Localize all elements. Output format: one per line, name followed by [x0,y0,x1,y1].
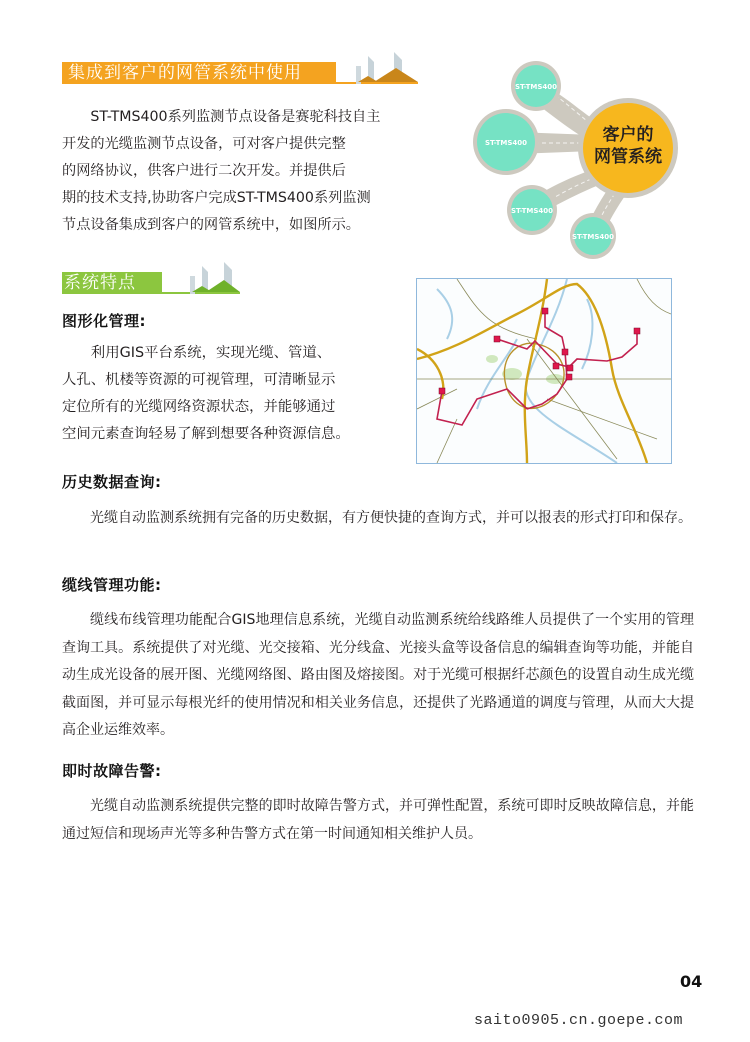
paragraph-line: 的网络协议，供客户进行二次开发。并提供后 [62,163,346,179]
feature-heading: 图形化管理: [62,312,146,330]
integration-paragraph [62,104,392,239]
watermark-url: saito0905.cn.goepe.com [474,1012,684,1029]
section-title: 系统特点 [64,273,136,293]
gis-map-image [416,278,672,464]
paragraph-line: 定位所有的光缆网络资源状态，并能够通过 [62,399,336,415]
section-header-integration [62,52,418,82]
node-label: ST-TMS400 [510,207,554,215]
center-label-line1: 客户的 [602,125,654,145]
center-label-line2: 网管系统 [594,147,662,167]
paragraph-line: 空间元素查询轻易了解到想要各种资源信息。 [62,426,350,442]
node-label: ST-TMS400 [571,233,615,241]
section-header-features [62,262,240,292]
feature-heading: 历史数据查询: [62,473,162,491]
feature-paragraph: 缆线布线管理功能配合GIS地理信息系统，光缆自动监测系统给线路维人员提供了一个实用的管理查询工具。系统提供了对光缆、光交接箱、光分线盒、光接头盒等设备信息的编辑查询等功能，并能自动生成光设备的展开图、光缆网络图、路由图及熔接图。对于光缆可根据纤芯颜色的设置自动生成光缆截面图，并可显示每根光纤的使用情况和相关业务信息，还提供了光路通道的调度与管理，从而大大提高企业运维效率。 [62,612,694,738]
feature-paragraph: 光缆自动监测系统拥有完备的历史数据，有方便快捷的查询方式，并可以报表的形式打印和保存。 [90,510,692,526]
network-diagram [460,50,700,260]
feature-paragraph [62,340,402,448]
paragraph-line: 人孔、机楼等资源的可视管理，可清晰显示 [62,372,336,388]
header-decoration-icon [162,262,240,296]
feature-heading: 即时故障告警: [62,762,162,780]
header-decoration-icon [338,52,418,86]
paragraph-line: 节点设备集成到客户的网管系统中，如图所示。 [62,217,360,233]
page-number: 04 [680,972,703,991]
node-label: ST-TMS400 [514,83,558,91]
section-title: 集成到客户的网管系统中使用 [68,63,302,83]
feature-heading: 缆线管理功能: [62,576,162,594]
network-diagram-graphic [460,50,700,260]
gis-map-graphic [417,279,671,463]
paragraph-line: ST-TMS400系列监测节点设备是赛驼科技自主 [90,109,381,125]
paragraph-line: 期的技术支持,协助客户完成ST-TMS400系列监测 [62,190,371,206]
paragraph-line: 开发的光缆监测节点设备，可对客户提供完整 [62,136,346,152]
paragraph-line: 利用GIS平台系统，实现光缆、管道、 [90,345,332,361]
feature-paragraph: 光缆自动监测系统提供完整的即时故障告警方式，并可弹性配置，系统可即时反映故障信息，并能通过短信和现场声光等多种告警方式在第一时间通知相关维护人员。 [62,798,694,842]
node-label: ST-TMS400 [484,139,528,147]
